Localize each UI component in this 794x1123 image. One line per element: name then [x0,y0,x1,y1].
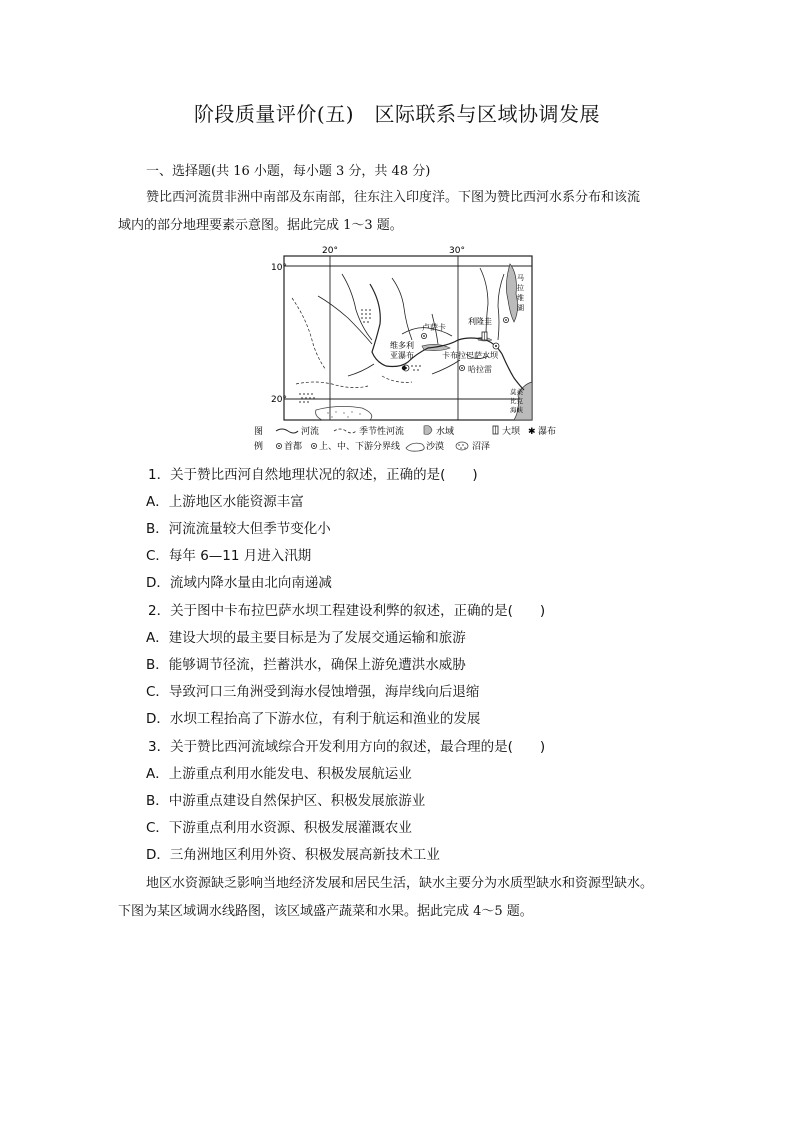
legend-boundary: 上、中、下游分界线 [319,442,401,452]
question-1-option-b: B．河流流量较大但季节变化小 [146,521,331,537]
question-2-stem: 2．关于图中卡布拉巴萨水坝工程建设利弊的叙述，正确的是( ) [148,603,546,619]
legend-water-symbol [424,426,432,435]
legend-seasonal: 季节性河流 [359,427,405,437]
swamp-patch [299,393,315,403]
question-3-option-c: C．下游重点利用水资源、积极发展灌溉农业 [146,820,412,836]
tributary [318,296,372,344]
legend-swamp: 沼泽 [472,442,491,452]
legend-swamp-symbol [456,442,468,450]
cahora-bassa-dam [482,332,487,340]
intro-line: 地区水资源缺乏影响当地经济发展和居民生活，缺水主要分为水质型缺水和资源型缺水。 [146,876,654,891]
legend-seasonal-symbol [334,429,356,433]
waterfall-icon: ✱ [528,427,536,437]
tributary [498,274,504,340]
lake-malawi-label: 拉 [517,284,524,292]
boundary-marker [493,343,499,349]
section-heading: 一、选择题(共 16 小题，每小题 3 分，共 48 分) [146,164,431,179]
legend-capital: 首都 [284,442,303,452]
map-legend [254,425,556,452]
lake-malawi-label: 维 [517,294,524,302]
intro-paragraph-2 [118,870,698,926]
lon-20-label: 20° [322,246,338,256]
tributary [348,364,374,376]
lake-malawi-label: 马 [517,274,524,282]
lat-20-label: 20° [271,395,287,405]
swamp-patch [411,365,421,371]
legend-waterfall: 瀑布 [538,427,557,437]
map-svg [252,244,582,454]
question-3-stem: 3．关于赞比西河流域综合开发利用方向的叙述，最合理的是( ) [148,739,546,755]
question-1-option-c: C．每年 6—11 月进入汛期 [146,548,312,564]
legend-river-symbol [276,429,298,433]
legend-capital-symbol [276,443,281,448]
lake-malawi-label: 湖 [517,304,524,312]
label-harare: 哈拉雷 [468,365,492,374]
tributary [432,360,460,374]
question-3-option-a: A．上游重点利用水能发电、积极发展航运业 [146,766,412,782]
lat-10-label: 10° [271,263,287,273]
seasonal-river [296,382,368,388]
capital-harare [459,365,464,370]
legend-title: 例 [254,442,264,452]
legend-dam-symbol [493,426,498,434]
legend-dam: 大坝 [502,427,521,437]
label-victoria-falls: 亚瀑布 [390,351,414,360]
capital-lusaka [421,333,426,338]
legend-boundary-symbol [311,443,316,448]
legend-desert: 沙漠 [426,442,445,452]
legend-title: 图 [254,427,264,437]
seasonal-river [382,376,412,382]
label-cahora-bassa: 卡布拉巴萨水坝 [442,351,498,360]
label-lilongwe: 利隆圭 [468,317,492,326]
seasonal-river [292,298,326,370]
question-3-option-d: D．三角洲地区利用外资、积极发展高新技术工业 [146,847,440,863]
question-2-option-d: D．水坝工程抬高了下游水位，有利于航运和渔业的发展 [146,711,481,727]
map-frame [284,256,532,420]
intro-line: 域内的部分地理要素示意图。据此完成 1～3 题。 [118,218,403,233]
question-2-option-c: C．导致河口三角洲受到海水侵蚀增强，海岸线向后退缩 [146,684,480,700]
question-2-option-a: A．建设大坝的最主要目标是为了发展交通运输和旅游 [146,630,466,646]
lake-malawi [506,264,517,322]
legend-desert-symbol [406,443,424,451]
main-river [370,284,524,390]
question-2-option-b: B．能够调节径流，拦蓄洪水，确保上游免遭洪水威胁 [146,657,466,673]
channel-label: 莫桑 [510,388,523,396]
swamp-patch [361,309,371,323]
label-victoria-falls: 维多利 [390,341,414,350]
intro-paragraph-1 [118,184,678,240]
lon-30-label: 30° [449,246,465,256]
desert-stipple [327,411,360,417]
intro-line: 下图为某区域调水线路图，该区域盛产蔬菜和水果。据此完成 4～5 题。 [118,904,533,919]
channel-label: 海峡 [510,406,523,414]
question-1-option-d: D．流域内降水量由北向南递减 [146,575,332,591]
zambezi-map-figure [252,244,582,454]
intro-line: 赞比西河流贯非洲中南部及东南部，往东注入印度洋。下图为赞比西河水系分布和该流 [146,190,641,205]
tributary [480,268,488,338]
page-title: 阶段质量评价(五) 区际联系与区域协调发展 [193,102,601,126]
label-lusaka: 卢萨卡 [422,323,446,332]
question-1-option-a: A．上游地区水能资源丰富 [146,494,304,510]
capital-lilongwe [503,317,508,322]
question-1-stem: 1．关于赞比西河自然地理状况的叙述，正确的是( ) [148,467,478,483]
question-3-option-b: B．中游重点建设自然保护区、积极发展旅游业 [146,793,426,809]
victoria-falls-marker [402,366,406,370]
channel-label: 比克 [510,397,523,405]
legend-river: 河流 [301,427,320,437]
tributary [342,274,372,340]
legend-water: 水域 [436,427,455,437]
